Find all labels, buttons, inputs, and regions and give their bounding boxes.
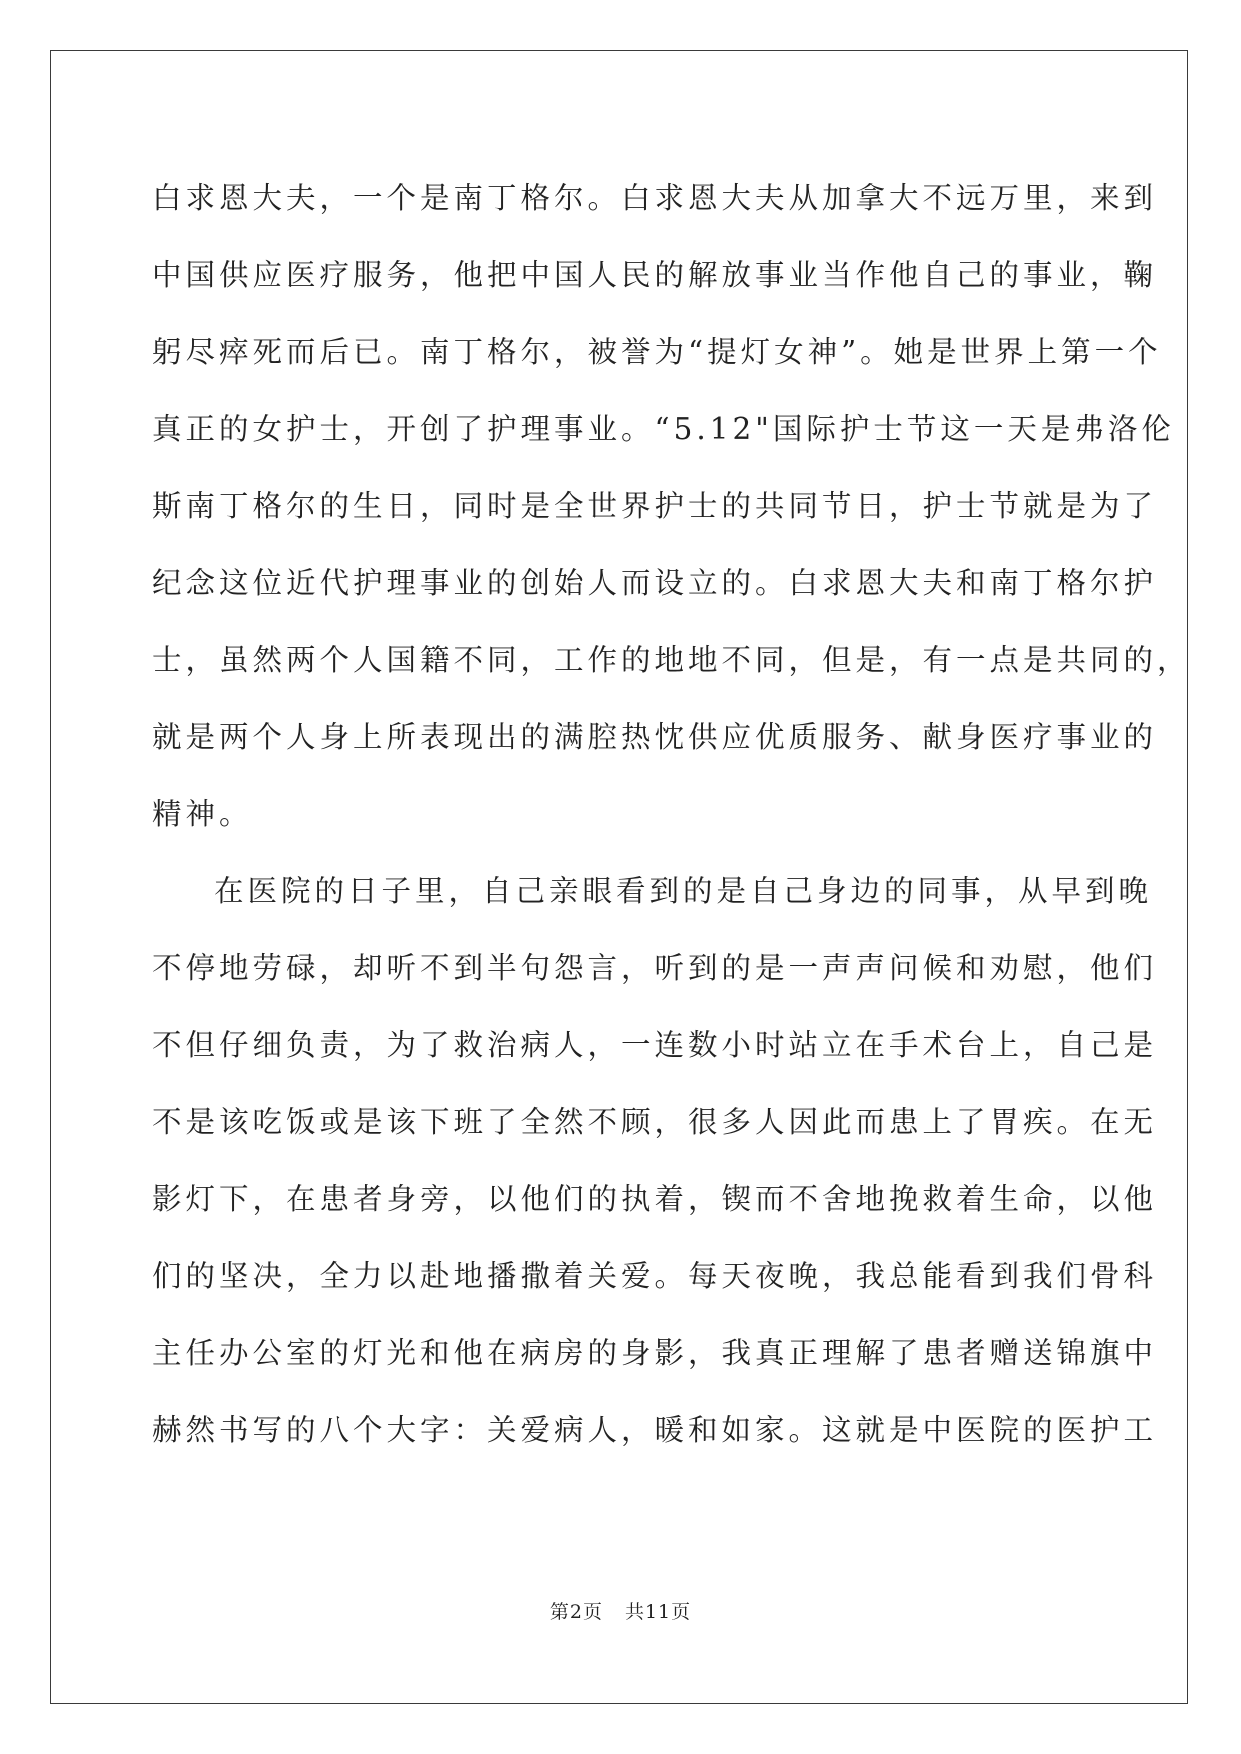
text-line: 躬尽瘁死而后已。南丁格尔，被誉为“提灯女神”。她是世界上第一个	[152, 335, 1162, 369]
page-number: 第2页	[549, 1601, 603, 1623]
paragraph	[152, 853, 1158, 1469]
text-line: 赫然书写的八个大字：关爱病人，暖和如家。这就是中医院的医护工	[152, 1413, 1158, 1447]
text-line: 不但仔细负责，为了救治病人，一连数小时站立在手术台上，自己是	[152, 1028, 1158, 1062]
text-line: 不是该吃饭或是该下班了全然不顾，很多人因此而患上了胃疾。在无	[152, 1105, 1158, 1139]
page-footer	[0, 1597, 1241, 1624]
text-line: 们的坚决，全力以赴地播撒着关爱。每天夜晚，我总能看到我们骨科	[152, 1259, 1158, 1293]
text-line: 斯南丁格尔的生日，同时是全世界护士的共同节日，护士节就是为了	[152, 489, 1158, 523]
document-body	[152, 160, 1191, 1469]
text-line: 精神。	[152, 797, 253, 831]
text-line: 不停地劳碌，却听不到半句怨言，听到的是一声声问候和劝慰，他们	[152, 951, 1158, 985]
page-total: 共11页	[624, 1601, 692, 1623]
text-line: 影灯下，在患者身旁，以他们的执着，锲而不舍地挽救着生命，以他	[152, 1182, 1158, 1216]
text-line: 主任办公室的灯光和他在病房的身影，我真正理解了患者赠送锦旗中	[152, 1336, 1158, 1370]
text-line: 在医院的日子里，自己亲眼看到的是自己身边的同事，从早到晚	[214, 874, 1153, 908]
text-line: 纪念这位近代护理事业的创始人而设立的。白求恩大夫和南丁格尔护	[152, 566, 1158, 600]
text-line: 白求恩大夫，一个是南丁格尔。白求恩大夫从加拿大不远万里，来到	[152, 181, 1158, 215]
text-line: 真正的女护士，开创了护理事业。“5.12"国际护士节这一天是弗洛伦	[152, 412, 1175, 446]
text-line: 士，虽然两个人国籍不同，工作的地地不同，但是，有一点是共同的，	[152, 643, 1191, 677]
paragraph	[152, 160, 1191, 853]
text-line: 就是两个人身上所表现出的满腔热忱供应优质服务、献身医疗事业的	[152, 720, 1158, 754]
text-line: 中国供应医疗服务，他把中国人民的解放事业当作他自己的事业，鞠	[152, 258, 1158, 292]
